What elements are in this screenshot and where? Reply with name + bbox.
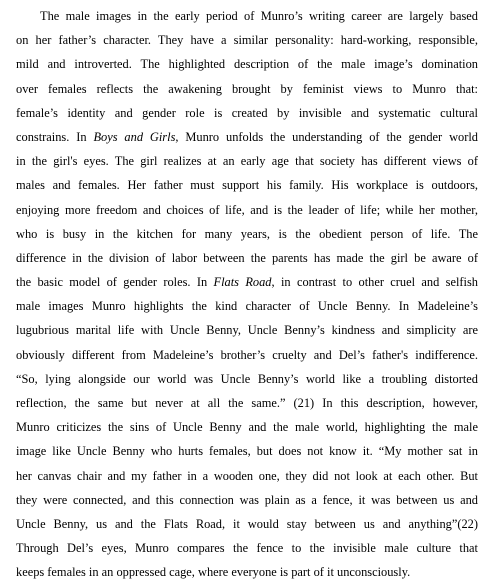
text-segment: “So, lying alongside our world was Uncle Benny’s world like a troubling distorted [16,371,478,386]
text-line [16,28,478,52]
text-segment: who is busy in the kitchen for many years, is the obedient person of life. The [16,226,478,241]
text-line [16,149,478,173]
text-segment: they were connected, and this connection was plain as a fence, it was between us and [16,492,478,507]
text-segment: image like Uncle Benny who hurts females, but does not know it. “My mother sat in [16,444,478,459]
text-line [16,222,478,246]
text-line [16,536,478,560]
text-segment: over females reflects the awakening brought by feminist views to Munro that: [16,81,478,96]
text-line [16,246,478,270]
text-segment: , in contrast to other cruel and selfish [271,275,478,290]
text-segment: lugubrious marital life with Uncle Benny, Uncle Benny’s kindness and simplicity are [16,323,478,338]
text-segment: female’s identity and gender role is created by invisible and systematic cultural [16,105,478,120]
text-line [16,391,478,415]
text-segment: Uncle Benny, us and the Flats Road, it would stay between us and anything”(22) [16,516,478,531]
text-segment: reflection, the same but never at all the same.” (21) In this description, however, [16,396,478,410]
text-line [16,415,478,439]
text-line [16,318,478,342]
text-segment: mild and introverted. The highlighted description of the male image’s domination [16,57,478,72]
text-segment: keeps females in an oppressed cage, where everyone is part of it unconsciously. [16,565,411,580]
text-segment: obviously different from Madeleine’s brother’s cruelty and Del’s father's indifference. [16,347,478,362]
text-segment: Munro criticizes the sins of Uncle Benny and the male world, highlighting the male [16,420,478,435]
text-segment: difference in the division of labor between the parents has made the girl be aware of [16,250,478,265]
text-line [16,198,478,222]
text-line [16,488,478,512]
text-line [16,52,478,76]
text-segment: the basic model of gender roles. In [16,275,214,290]
text-line [16,101,478,125]
text-line [16,173,478,197]
body-paragraph [16,4,478,585]
text-line [16,4,478,28]
text-line [16,560,478,584]
text-segment: , Munro unfolds the understanding of the gender world [175,129,478,144]
italic-title: Flats Road [213,275,272,290]
text-line [16,125,478,149]
text-segment: male images Munro highlights the kind character of Uncle Benny. In Madeleine’s [16,299,478,314]
text-line [16,367,478,391]
italic-title: Boys and Girls [93,129,176,144]
text-segment: constrains. In [16,129,94,144]
text-line [16,512,478,536]
text-segment: The male images in the early period of Munro’s writing career are largely based [40,9,478,23]
text-segment: her canvas chair and my father in a wooden one, they did not look at each other. But [16,468,478,483]
text-line [16,343,478,367]
document-page [16,4,478,585]
text-line [16,439,478,463]
text-line [16,294,478,318]
text-segment: enjoying more freedom and choices of life, and is the leader of life; while her mother, [16,202,478,217]
text-line [16,464,478,488]
text-segment: males and females. Her father must support his family. His workplace is outdoors, [16,178,478,193]
text-line [16,77,478,101]
text-segment: Through Del’s eyes, Munro compares the fence to the invisible male culture that [16,541,478,556]
text-line [16,270,478,294]
text-segment: on her father’s character. They have a similar personality: hard-working, responsible, [16,33,478,48]
text-segment: in the girl's eyes. The girl realizes at an early age that society has different views of [16,154,478,169]
